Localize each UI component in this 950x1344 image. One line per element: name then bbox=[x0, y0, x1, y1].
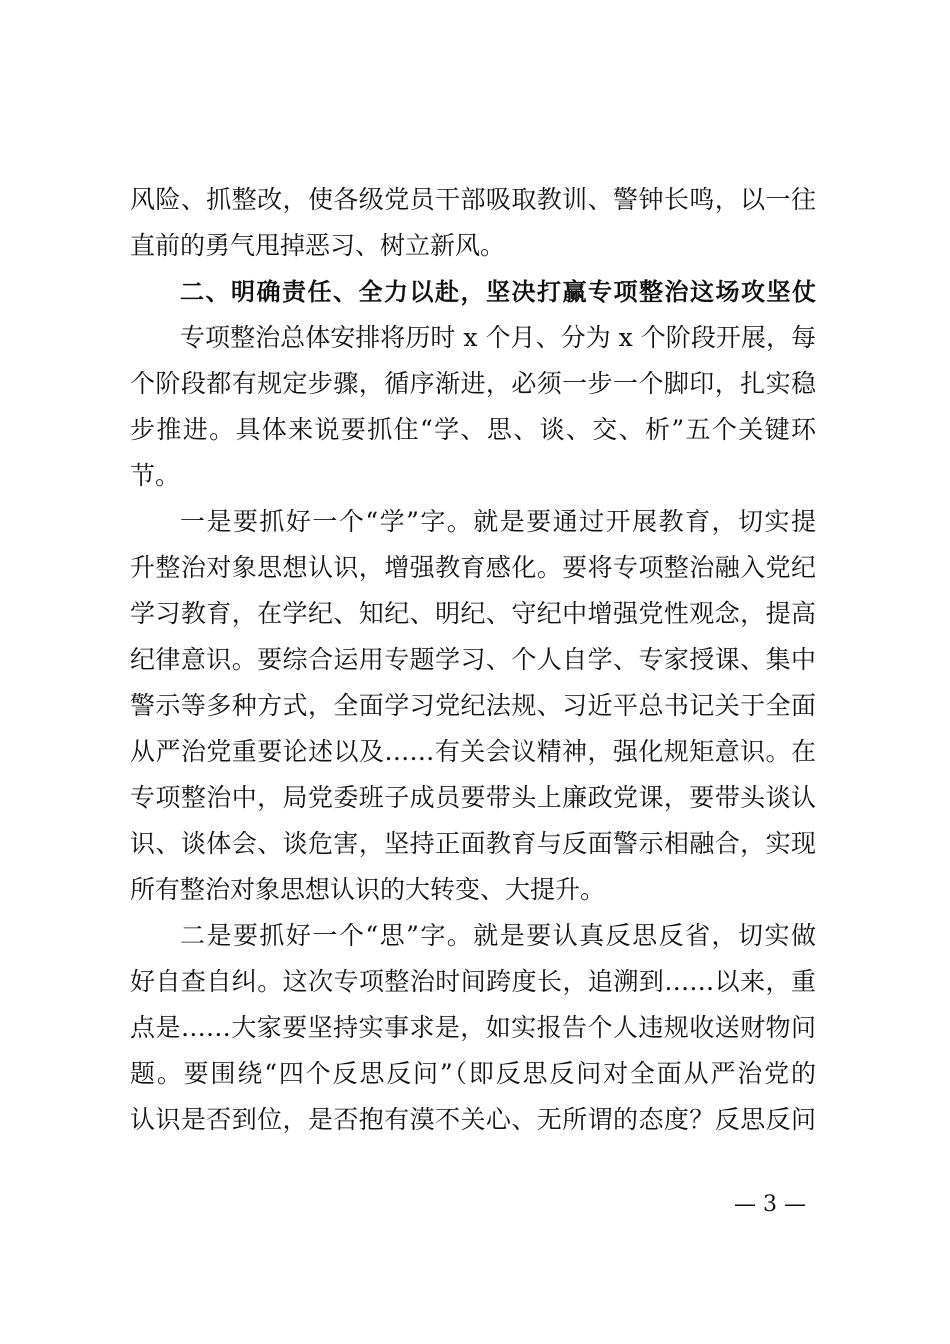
paragraph-line: 纪律意识。要综合运用专题学习、个人自学、专家授课、集中 bbox=[130, 645, 816, 674]
paragraph-line: 一是要抓好一个“学”字。就是要通过开展教育，切实提 bbox=[180, 507, 816, 536]
paragraph-line: 个阶段都有规定步骤，循序渐进，必须一步一个脚印，扎实稳 bbox=[130, 369, 816, 398]
paragraph-line: 风险、抓整改，使各级党员干部吸取教训、警钟长鸣，以一往 bbox=[130, 185, 816, 214]
paragraph-line: 从严治党重要论述以及……有关会议精神，强化规矩意识。在 bbox=[130, 737, 816, 766]
paragraph-line: 好自查自纠。这次专项整治时间跨度长，追溯到……以来，重 bbox=[130, 967, 816, 996]
page-number: — 3 — bbox=[734, 1192, 806, 1217]
paragraph-line: 升整治对象思想认识，增强教育感化。要将专项整治融入党纪 bbox=[130, 553, 816, 582]
paragraph-line: 专项整治中，局党委班子成员要带头上廉政党课，要带头谈认 bbox=[130, 783, 816, 812]
paragraph-line: 点是……大家要坚持实事求是，如实报告个人违规收送财物问 bbox=[130, 1013, 816, 1042]
paragraph-line: 认识是否到位，是否抱有漠不关心、无所谓的态度？反思反问 bbox=[130, 1105, 816, 1134]
paragraph-line: 所有整治对象思想认识的大转变、大提升。 bbox=[130, 875, 606, 904]
paragraph-line: 识、谈体会、谈危害，坚持正面教育与反面警示相融合，实现 bbox=[130, 829, 816, 858]
paragraph-line: 题。要围绕“四个反思反问”（即反思反问对全面从严治党的 bbox=[130, 1059, 816, 1088]
paragraph-line: 专项整治总体安排将历时 x 个月、分为 x 个阶段开展，每 bbox=[180, 323, 816, 352]
paragraph-line: 学习教育，在学纪、知纪、明纪、守纪中增强党性观念，提高 bbox=[130, 599, 816, 628]
paragraph-line: 步推进。具体来说要抓住“学、思、谈、交、析”五个关键环 bbox=[130, 415, 816, 444]
paragraph-line: 直前的勇气甩掉恶习、树立新风。 bbox=[130, 231, 506, 260]
paragraph-line: 二是要抓好一个“思”字。就是要认真反思反省，切实做 bbox=[180, 921, 816, 950]
paragraph-line: 警示等多种方式，全面学习党纪法规、习近平总书记关于全面 bbox=[130, 691, 816, 720]
section-heading: 二、明确责任、全力以赴，坚决打赢专项整治这场攻坚仗 bbox=[180, 278, 816, 306]
paragraph-line: 节。 bbox=[130, 461, 181, 490]
